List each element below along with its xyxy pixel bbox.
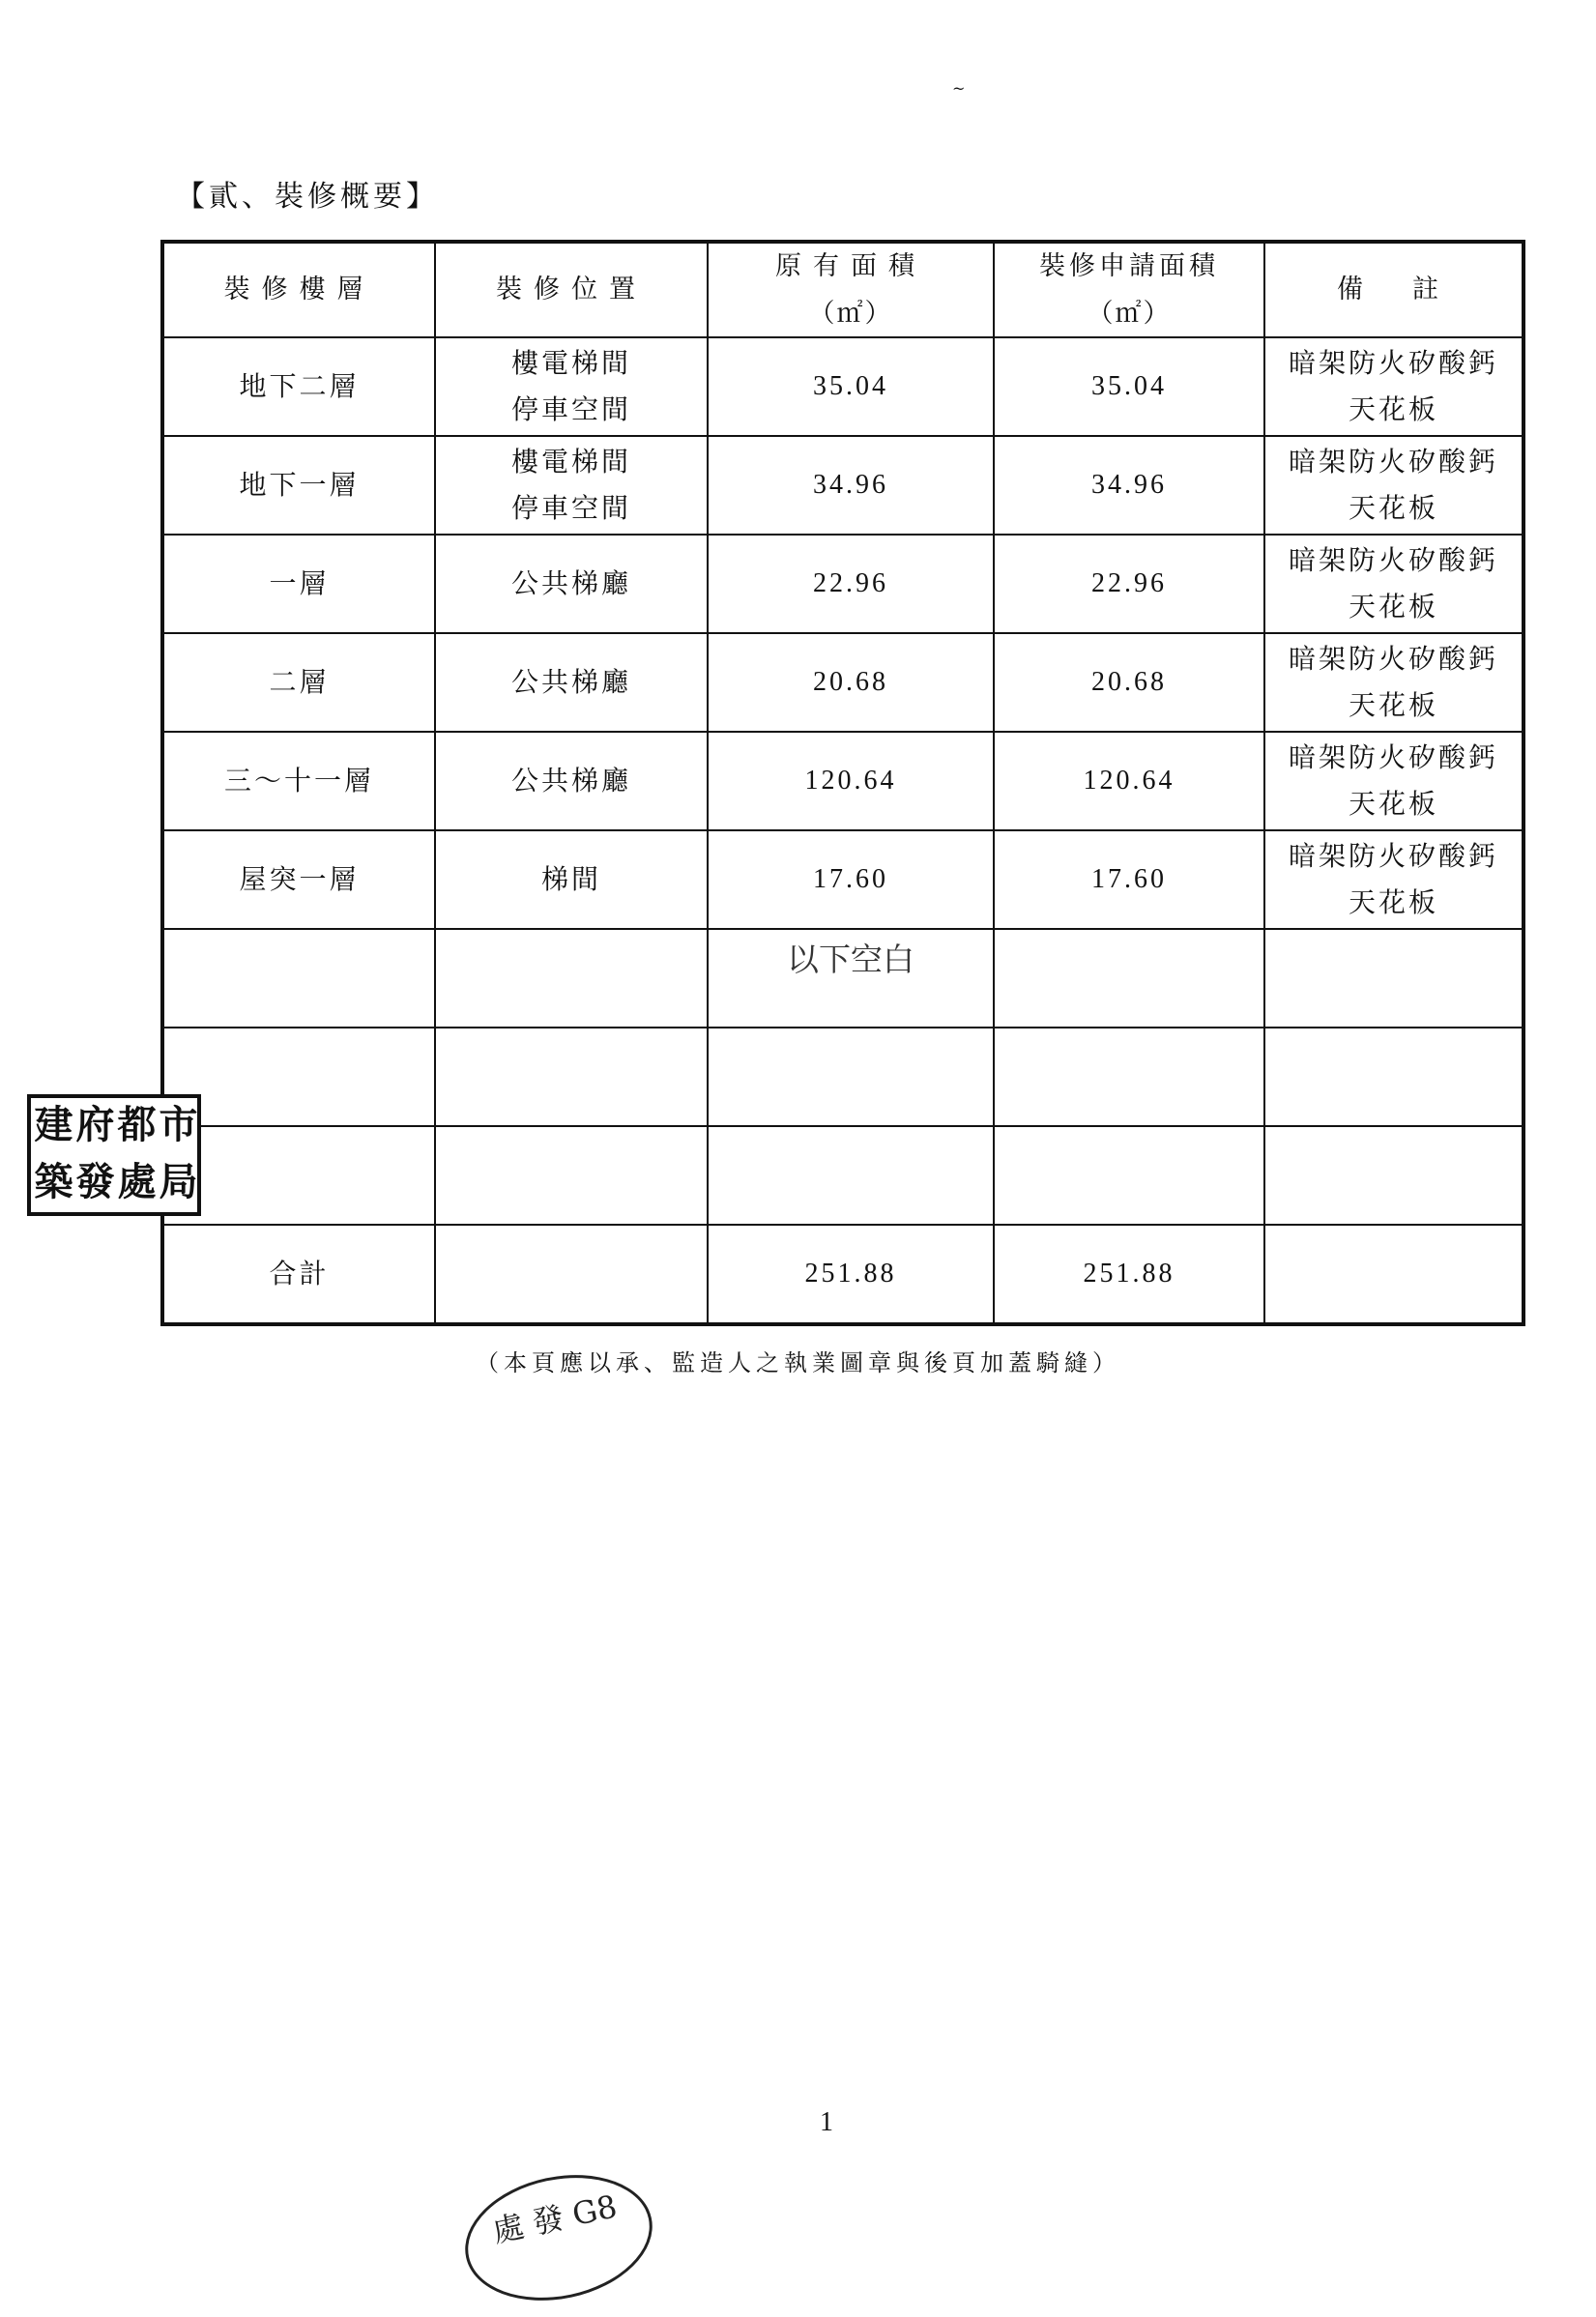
location-line: 樓電梯間 (510, 446, 631, 478)
cell-notes (1264, 535, 1523, 633)
footnote: （本頁應以承、監造人之執業圖章與後頁加蓋騎縫） (476, 1349, 1120, 1376)
notes-line: 天花板 (1348, 393, 1438, 425)
cell-floor: 三～十一層 (162, 732, 435, 830)
table-row (162, 633, 1523, 732)
seal-char: 處 (117, 1159, 153, 1204)
seal-char: 發 (75, 1159, 111, 1204)
cell-blank-note (708, 929, 994, 1028)
notes-line: 暗架防火矽酸鈣 (1288, 840, 1498, 872)
section-title: 【貳、裝修概要】 (176, 180, 439, 214)
header-applied-area (994, 242, 1264, 337)
header-location: 裝修位置 (435, 242, 708, 337)
cell-floor: 二層 (162, 633, 435, 732)
cell-total-label: 合計 (162, 1225, 435, 1324)
cell-floor: 屋突一層 (162, 830, 435, 929)
blank-note-text: 以下空白 (787, 941, 914, 977)
cell-total-applied-area: 251.88 (994, 1225, 1264, 1324)
notes-line: 天花板 (1348, 886, 1438, 918)
notes-line: 暗架防火矽酸鈣 (1288, 741, 1498, 773)
seal-char: 都 (117, 1102, 153, 1147)
location-line: 梯間 (540, 863, 601, 895)
table-row-empty (162, 1126, 1523, 1225)
renovation-summary-table (160, 240, 1525, 1326)
header-floor: 裝修樓層 (162, 242, 435, 337)
header-original-area-unit: （㎡） (808, 299, 893, 328)
cell-applied-area: 34.96 (994, 436, 1264, 535)
seal-char: 築 (34, 1159, 70, 1204)
notes-line: 天花板 (1348, 492, 1438, 524)
cell-empty (1264, 1126, 1523, 1225)
cell-applied-area: 17.60 (994, 830, 1264, 929)
table-header-row (162, 242, 1523, 337)
cell-applied-area: 20.68 (994, 633, 1264, 732)
cell-empty (1264, 1028, 1523, 1126)
cell-floor: 地下二層 (162, 337, 435, 436)
cell-empty (708, 1126, 994, 1225)
table-row (162, 535, 1523, 633)
seal-char: 建 (34, 1102, 70, 1147)
cell-location (435, 633, 708, 732)
cell-empty (435, 1126, 708, 1225)
table-row-blank-note (162, 929, 1523, 1028)
cell-empty (435, 1028, 708, 1126)
cell-empty (994, 1126, 1264, 1225)
header-applied-area-label: 裝修申請面積 (1039, 251, 1219, 281)
cell-location (435, 337, 708, 436)
header-applied-area-unit: （㎡） (1087, 299, 1172, 328)
notes-line: 天花板 (1348, 689, 1438, 721)
cell-original-area: 120.64 (708, 732, 994, 830)
cell-original-area: 22.96 (708, 535, 994, 633)
cell-empty (162, 929, 435, 1028)
bottom-seal-stamp: 處 發 G8 (453, 2158, 664, 2317)
table-row (162, 436, 1523, 535)
cell-empty (1264, 929, 1523, 1028)
cell-total-original-area: 251.88 (708, 1225, 994, 1324)
cell-floor: 地下一層 (162, 436, 435, 535)
location-line: 公共梯廳 (510, 765, 631, 796)
location-line: 停車空間 (510, 492, 631, 524)
notes-line: 暗架防火矽酸鈣 (1288, 643, 1498, 675)
cell-notes (1264, 436, 1523, 535)
location-line: 樓電梯間 (510, 347, 631, 379)
cell-empty (708, 1028, 994, 1126)
cell-empty (435, 1225, 708, 1324)
cell-location (435, 535, 708, 633)
header-notes: 備 註 (1264, 242, 1523, 337)
cell-empty (435, 929, 708, 1028)
cell-floor: 一層 (162, 535, 435, 633)
cell-original-area: 35.04 (708, 337, 994, 436)
cell-location (435, 830, 708, 929)
cell-original-area: 34.96 (708, 436, 994, 535)
cell-empty (162, 1028, 435, 1126)
page-number: 1 (820, 2107, 833, 2137)
seal-char: 市 (159, 1102, 194, 1147)
table-row (162, 732, 1523, 830)
header-original-area-label: 原有面積 (775, 251, 926, 281)
official-seal-stamp (27, 1094, 201, 1216)
top-mark: ~ (952, 79, 966, 98)
cell-original-area: 20.68 (708, 633, 994, 732)
location-line: 公共梯廳 (510, 567, 631, 599)
cell-original-area: 17.60 (708, 830, 994, 929)
cell-notes (1264, 830, 1523, 929)
notes-line: 暗架防火矽酸鈣 (1288, 347, 1498, 379)
notes-line: 天花板 (1348, 788, 1438, 820)
notes-line: 天花板 (1348, 591, 1438, 623)
table-row (162, 830, 1523, 929)
cell-applied-area: 120.64 (994, 732, 1264, 830)
cell-empty (1264, 1225, 1523, 1324)
header-original-area (708, 242, 994, 337)
table-row-total (162, 1225, 1523, 1324)
notes-line: 暗架防火矽酸鈣 (1288, 544, 1498, 576)
cell-notes (1264, 633, 1523, 732)
cell-location (435, 732, 708, 830)
location-line: 公共梯廳 (510, 666, 631, 698)
seal-char: 局 (159, 1159, 194, 1204)
cell-empty (994, 929, 1264, 1028)
cell-empty (994, 1028, 1264, 1126)
table-row (162, 337, 1523, 436)
seal-char: 府 (75, 1102, 111, 1147)
cell-location (435, 436, 708, 535)
table-row-empty (162, 1028, 1523, 1126)
cell-applied-area: 35.04 (994, 337, 1264, 436)
cell-notes (1264, 337, 1523, 436)
cell-notes (1264, 732, 1523, 830)
cell-applied-area: 22.96 (994, 535, 1264, 633)
notes-line: 暗架防火矽酸鈣 (1288, 446, 1498, 478)
location-line: 停車空間 (510, 393, 631, 425)
cell-empty (162, 1126, 435, 1225)
